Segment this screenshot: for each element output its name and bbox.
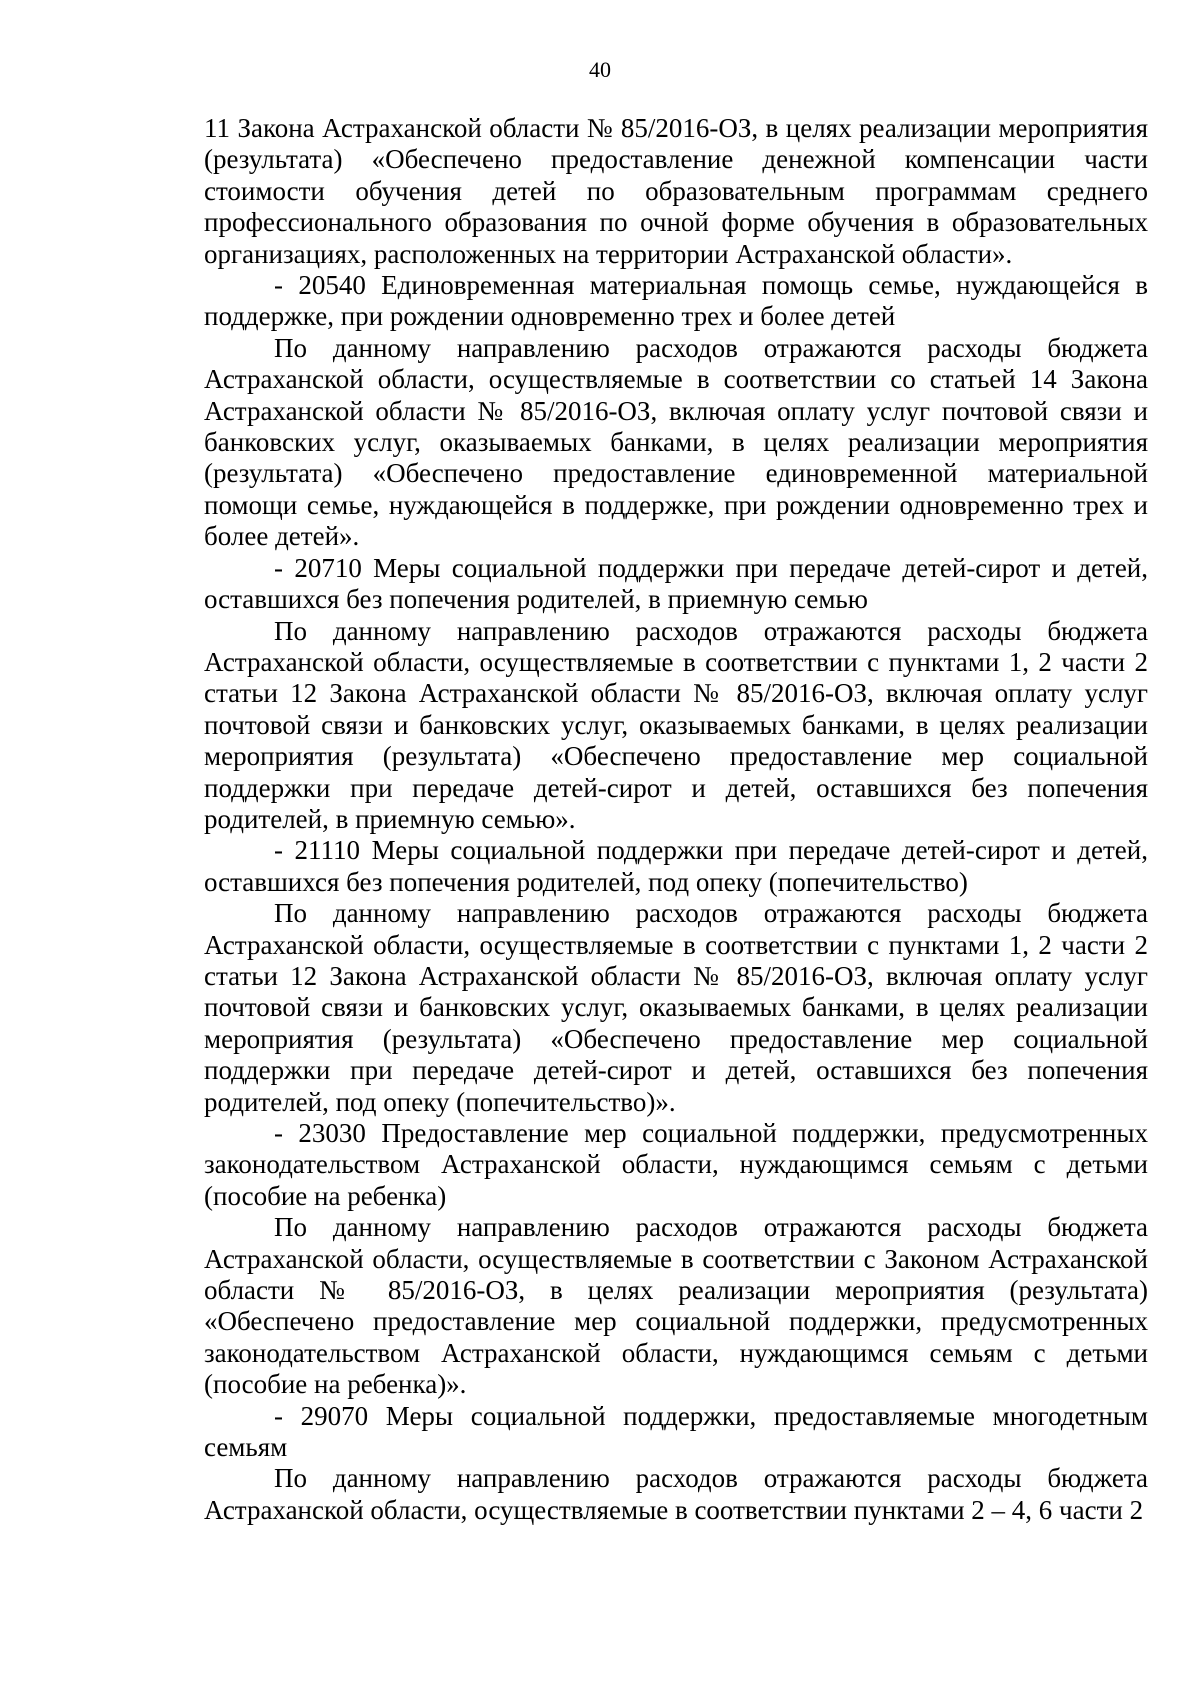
expense-item-20710-heading: - 20710 Меры социальной поддержки при передаче детей-сирот и детей, оставшихся без попечения родителей, в приемную семью <box>204 552 1148 615</box>
expense-item-21110-description: По данному направлению расходов отражаются расходы бюджета Астраханской области, осуществляемые в соответствии с пунктами 1, 2 части 2 статьи 12 Закона Астраханской области № 85/2016-ОЗ, включая оплату услуг почтовой связи и банковских услуг, оказываемых банками, в целях реализации мероприятия (результата) «Обеспечено предоставление мер социальной поддержки при передаче детей-сирот и детей, оставшихся без попечения родителей, под опеку (попечительство)». <box>204 898 1148 1117</box>
expense-item-20540-heading: - 20540 Единовременная материальная помощь семье, нуждающейся в поддержке, при рождении одновременно трех и более детей <box>204 270 1148 332</box>
page-number: 40 <box>589 57 611 82</box>
document-body <box>204 113 1148 1526</box>
expense-item-21110-heading: - 21110 Меры социальной поддержки при передаче детей-сирот и детей, оставшихся без попечения родителей, под опеку (попечительство) <box>204 835 1148 897</box>
expense-item-20710-description: По данному направлению расходов отражаются расходы бюджета Астраханской области, осуществляемые в соответствии с пунктами 1, 2 части 2 статьи 12 Закона Астраханской области № 85/2016-ОЗ, включая оплату услуг почтовой связи и банковских услуг, оказываемых банками, в целях реализации мероприятия (результата) «Обеспечено предоставление мер социальной поддержки при передаче детей-сирот и детей, оставшихся без попечения родителей, в приемную семью». <box>204 615 1148 834</box>
expense-item-29070-heading: - 29070 Меры социальной поддержки, предоставляемые многодетным семьям <box>204 1400 1148 1463</box>
paragraph-continuation: 11 Закона Астраханской области № 85/2016-ОЗ, в целях реализации мероприятия (результата) «Обеспечено предоставление денежной компенсации части стоимости обучения детей по образовательным программам среднего профессионального образования по очной форме обучения в образовательных организациях, расположенных на территории Астраханской области». <box>204 113 1148 269</box>
expense-item-29070-description: По данному направлению расходов отражаются расходы бюджета Астраханской области, осуществляемые в соответствии пунктами 2 – 4, 6 части 2 <box>204 1463 1148 1525</box>
expense-item-20540-description: По данному направлению расходов отражаются расходы бюджета Астраханской области, осуществляемые в соответствии со статьей 14 Закона Астраханской области № 85/2016-ОЗ, включая оплату услуг почтовой связи и банковских услуг, оказываемых банками, в целях реализации мероприятия (результата) «Обеспечено предоставление единовременной материальной помощи семье, нуждающейся в поддержке, при рождении одновременно трех и более детей». <box>204 332 1148 552</box>
expense-item-23030-description: По данному направлению расходов отражаются расходы бюджета Астраханской области, осуществляемые в соответствии с Законом Астраханской области № 85/2016-ОЗ, в целях реализации мероприятия (результата) «Обеспечено предоставление мер социальной поддержки, предусмотренных законодательством Астраханской области, нуждающимся семьям с детьми (пособие на ребенка)». <box>204 1212 1148 1400</box>
expense-item-23030-heading: - 23030 Предоставление мер социальной поддержки, предусмотренных законодательством Астраханской области, нуждающимся семьям с детьми (пособие на ребенка) <box>204 1118 1148 1211</box>
